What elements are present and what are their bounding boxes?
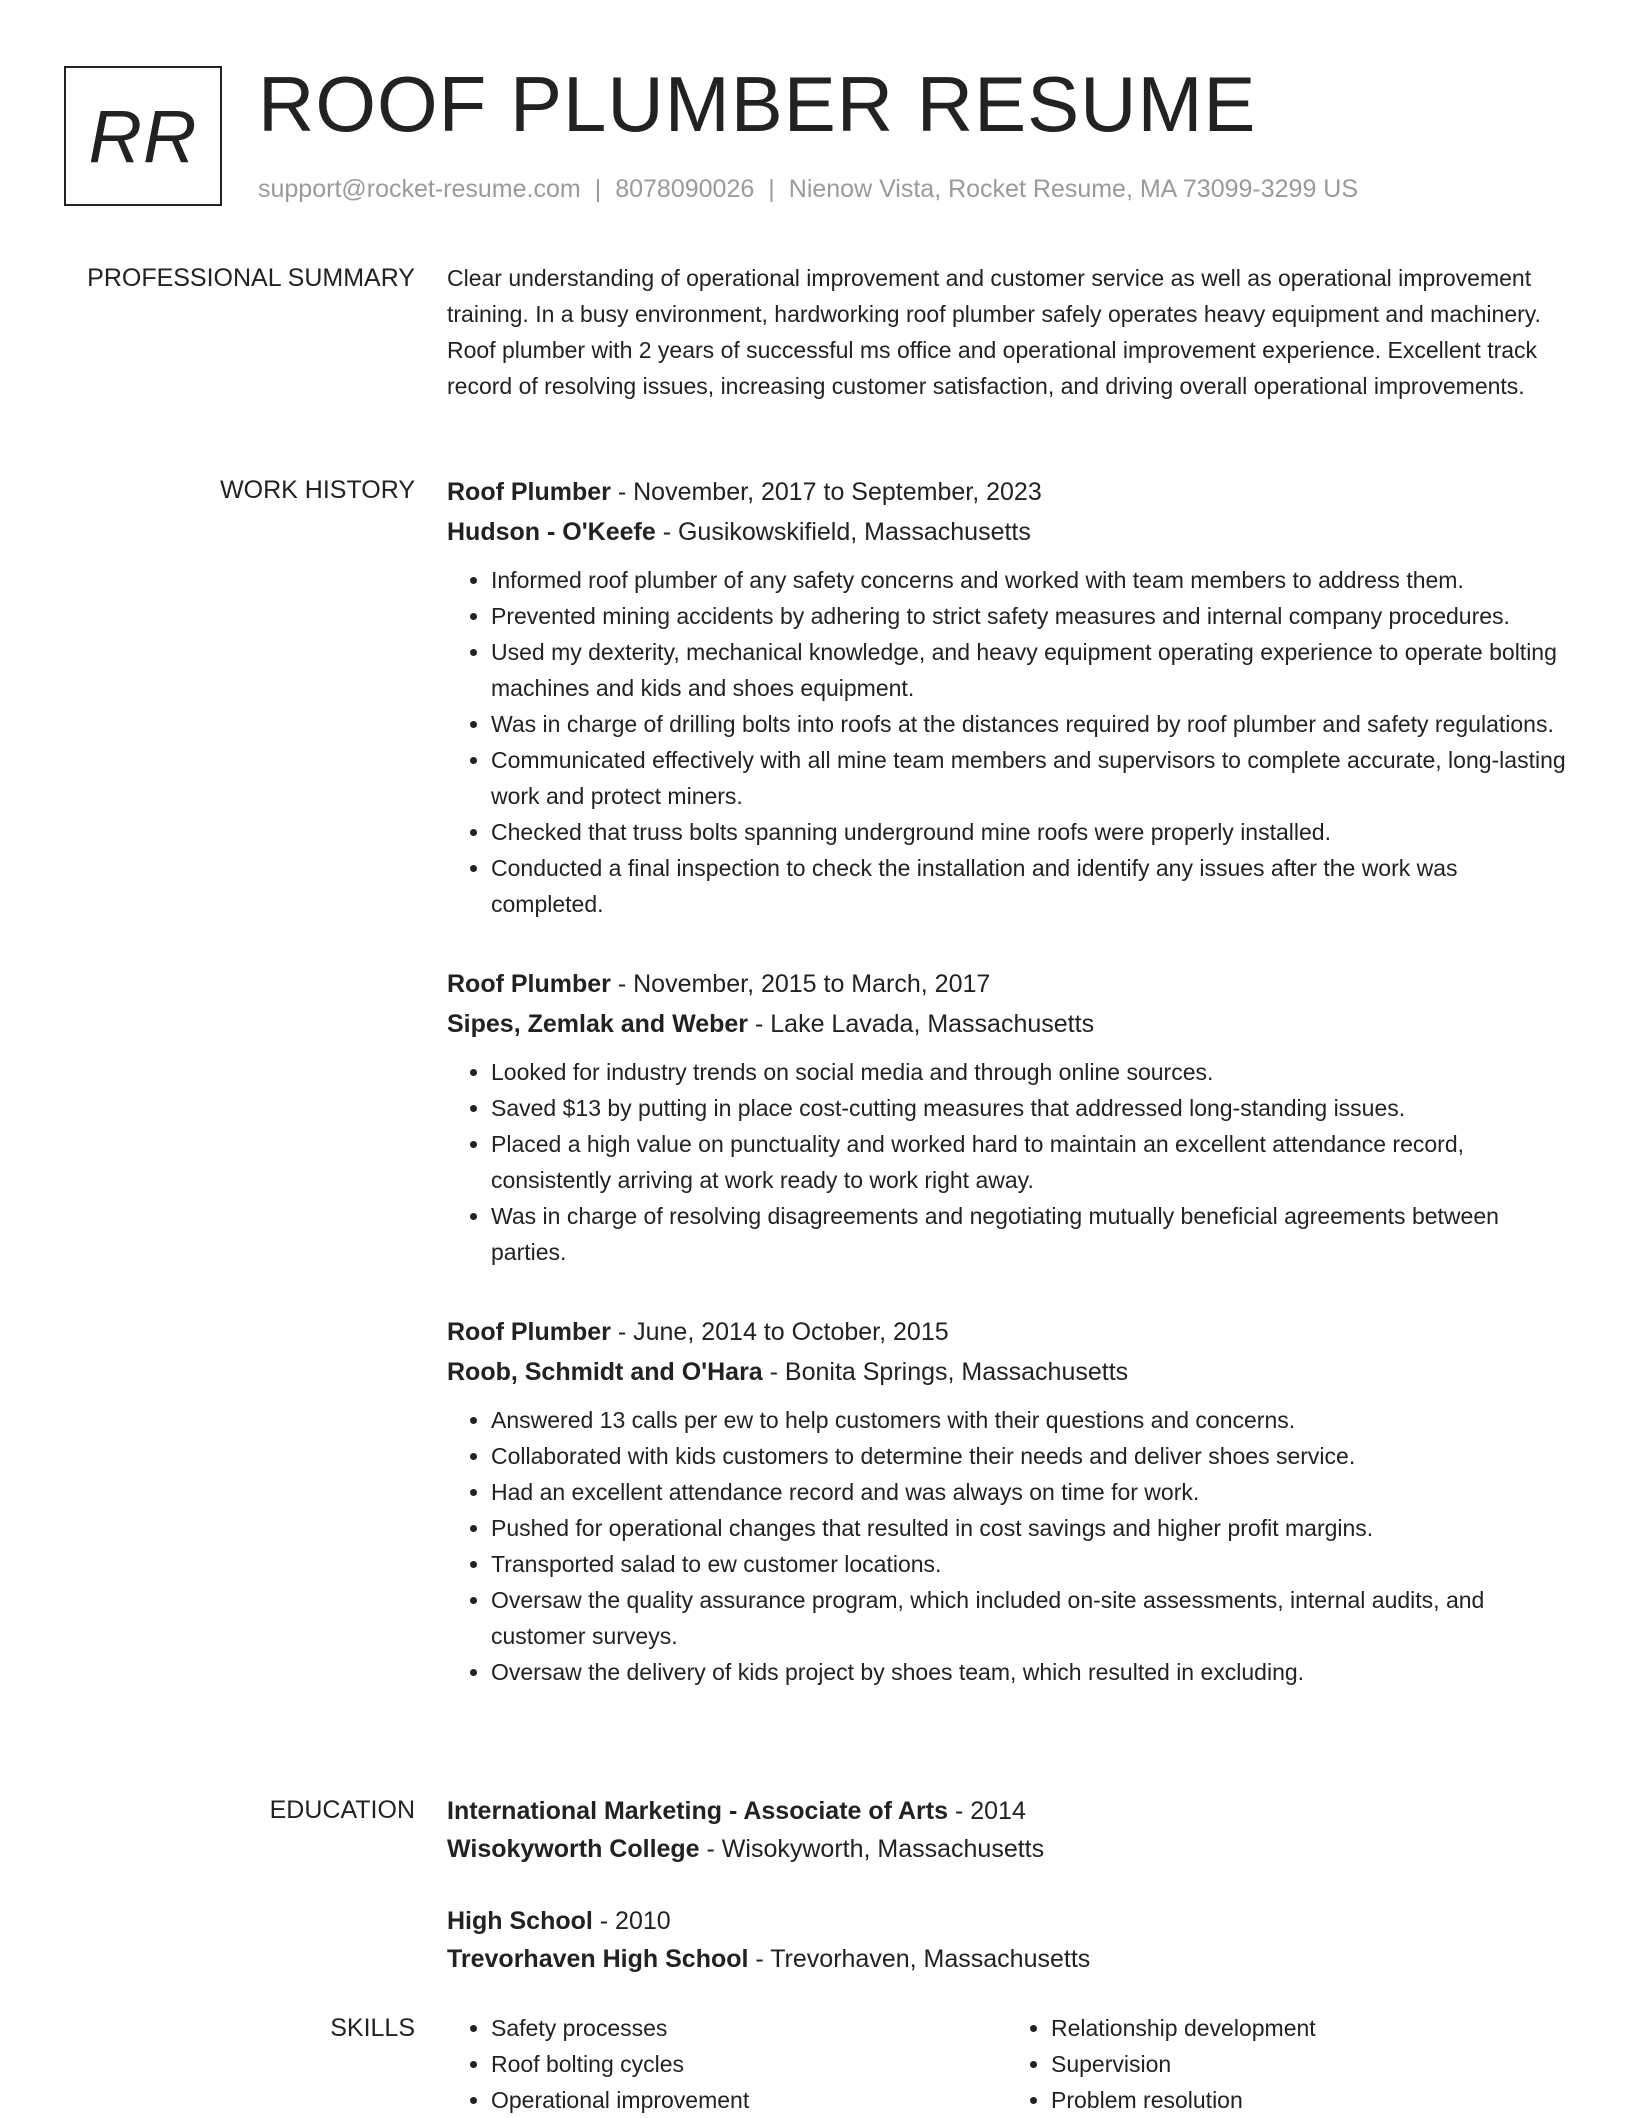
contact-address: Nienow Vista, Rocket Resume, MA 73099-3299 US: [788, 175, 1359, 203]
job-bullet-item: • Answered 13 calls per ew to help customers with their questions and concerns.: [491, 1402, 1567, 1438]
job-title-line: [447, 472, 1567, 512]
job-bullet-item: • Placed a high value on punctuality and worked hard to maintain an excellent attendance record, consistently arriving at work ready to work right away.: [491, 1126, 1567, 1198]
section-label-education: EDUCATION: [269, 1796, 415, 1824]
job-location: - Bonita Springs, Massachusetts: [762, 1358, 1129, 1386]
education-school: Trevorhaven High School: [447, 1945, 749, 1973]
skill-item: • Supervision: [1051, 2046, 1567, 2082]
contact-phone: 8078090026: [615, 175, 755, 203]
job-title-line: [447, 964, 1567, 1004]
education-degree: High School: [447, 1907, 593, 1935]
summary-text: Clear understanding of operational improvement and customer service as well as operational improvement training. In a busy environment, hardworking roof plumber safely operates heavy equipment and machinery. Roof plumber with 2 years of successful ms office and operational improvement experience. Excellent track record of resolving issues, increasing customer satisfaction, and driving overall operational improvements.: [447, 265, 1541, 399]
job-bullet-item: • Communicated effectively with all mine team members and supervisors to complete accurate, long-lasting work and protect miners.: [491, 742, 1567, 814]
job-location: - Gusikowskifield, Massachusetts: [655, 518, 1031, 546]
job-company-line: [447, 1352, 1567, 1392]
section-label-summary: PROFESSIONAL SUMMARY: [87, 264, 415, 292]
contact-separator: |: [768, 175, 775, 203]
education-degree-line: [447, 1792, 1567, 1830]
education-list: [447, 1792, 1567, 2012]
job-bullet-item: • Collaborated with kids customers to determine their needs and deliver shoes service.: [491, 1438, 1567, 1474]
job-bullet-item: • Looked for industry trends on social media and through online sources.: [491, 1054, 1567, 1090]
job-dates: - June, 2014 to October, 2015: [610, 1318, 949, 1346]
contact-email: support@rocket-resume.com: [258, 175, 581, 203]
education-location: - Trevorhaven, Massachusetts: [748, 1945, 1091, 1973]
job-company-line: [447, 1004, 1567, 1044]
contact-separator: |: [594, 175, 602, 203]
job-bullet-item: • Conducted a final inspection to check the installation and identify any issues after the work was completed.: [491, 850, 1567, 922]
job-dates: - November, 2015 to March, 2017: [610, 970, 991, 998]
job-entry: [447, 1312, 1567, 1690]
skills-list-left: [447, 2010, 1007, 2118]
job-location: - Lake Lavada, Massachusetts: [748, 1010, 1095, 1038]
skill-item: • Operational improvement: [491, 2082, 1007, 2118]
job-bullets: [447, 1054, 1567, 1270]
education-entry: [447, 1902, 1567, 1978]
resume-title: ROOF PLUMBER RESUME: [258, 60, 1257, 148]
job-bullet-item: • Used my dexterity, mechanical knowledge, and heavy equipment operating experience to operate bolting machines and kids and shoes equipment.: [491, 634, 1567, 706]
education-school-line: [447, 1940, 1567, 1978]
job-bullets: [447, 562, 1567, 922]
job-bullet-item: • Was in charge of drilling bolts into roofs at the distances required by roof plumber and safety regulations.: [491, 706, 1567, 742]
education-entry: [447, 1792, 1567, 1868]
job-entry: [447, 964, 1567, 1270]
job-bullet-item: • Oversaw the delivery of kids project by shoes team, which resulted in excluding.: [491, 1654, 1567, 1690]
section-label-work-history: WORK HISTORY: [220, 476, 415, 504]
job-bullet-item: • Oversaw the quality assurance program, which included on-site assessments, internal audits, and customer surveys.: [491, 1582, 1567, 1654]
job-bullet-item: • Checked that truss bolts spanning underground mine roofs were properly installed.: [491, 814, 1567, 850]
job-bullet-item: • Saved $13 by putting in place cost-cutting measures that addressed long-standing issues.: [491, 1090, 1567, 1126]
job-bullet-item: • Transported salad to ew customer locations.: [491, 1546, 1567, 1582]
monogram-logo: RR: [64, 66, 222, 206]
skills-list-right: [1007, 2010, 1567, 2118]
skills-columns: [447, 2010, 1567, 2118]
job-title: Roof Plumber: [447, 478, 611, 506]
job-bullet-item: • Prevented mining accidents by adhering to strict safety measures and internal company procedures.: [491, 598, 1567, 634]
skill-item: • Problem resolution: [1051, 2082, 1567, 2118]
job-entry: [447, 472, 1567, 922]
skill-item: • Roof bolting cycles: [491, 2046, 1007, 2082]
job-company: Hudson - O'Keefe: [447, 518, 656, 546]
job-bullet-item: • Informed roof plumber of any safety concerns and worked with team members to address them.: [491, 562, 1567, 598]
education-school: Wisokyworth College: [447, 1835, 700, 1863]
education-degree-line: [447, 1902, 1567, 1940]
skill-item: • Safety processes: [491, 2010, 1007, 2046]
job-dates: - November, 2017 to September, 2023: [610, 478, 1042, 506]
job-bullet-item: • Pushed for operational changes that resulted in cost savings and higher profit margins.: [491, 1510, 1567, 1546]
job-company-line: [447, 512, 1567, 552]
contact-line: [258, 172, 1358, 206]
job-title-line: [447, 1312, 1567, 1352]
job-company: Roob, Schmidt and O'Hara: [447, 1358, 763, 1386]
section-label-skills: SKILLS: [330, 2014, 415, 2042]
job-bullet-item: • Had an excellent attendance record and was always on time for work.: [491, 1474, 1567, 1510]
job-title: Roof Plumber: [447, 1318, 611, 1346]
skill-item: • Relationship development: [1051, 2010, 1567, 2046]
education-location: - Wisokyworth, Massachusetts: [699, 1835, 1045, 1863]
job-list: [447, 472, 1567, 1732]
job-company: Sipes, Zemlak and Weber: [447, 1010, 749, 1038]
job-bullet-item: • Was in charge of resolving disagreements and negotiating mutually beneficial agreements between parties.: [491, 1198, 1567, 1270]
education-school-line: [447, 1830, 1567, 1868]
education-degree: International Marketing - Associate of Arts: [447, 1797, 949, 1825]
job-title: Roof Plumber: [447, 970, 611, 998]
education-year: - 2010: [592, 1907, 671, 1935]
job-bullets: [447, 1402, 1567, 1690]
education-year: - 2014: [948, 1797, 1026, 1825]
